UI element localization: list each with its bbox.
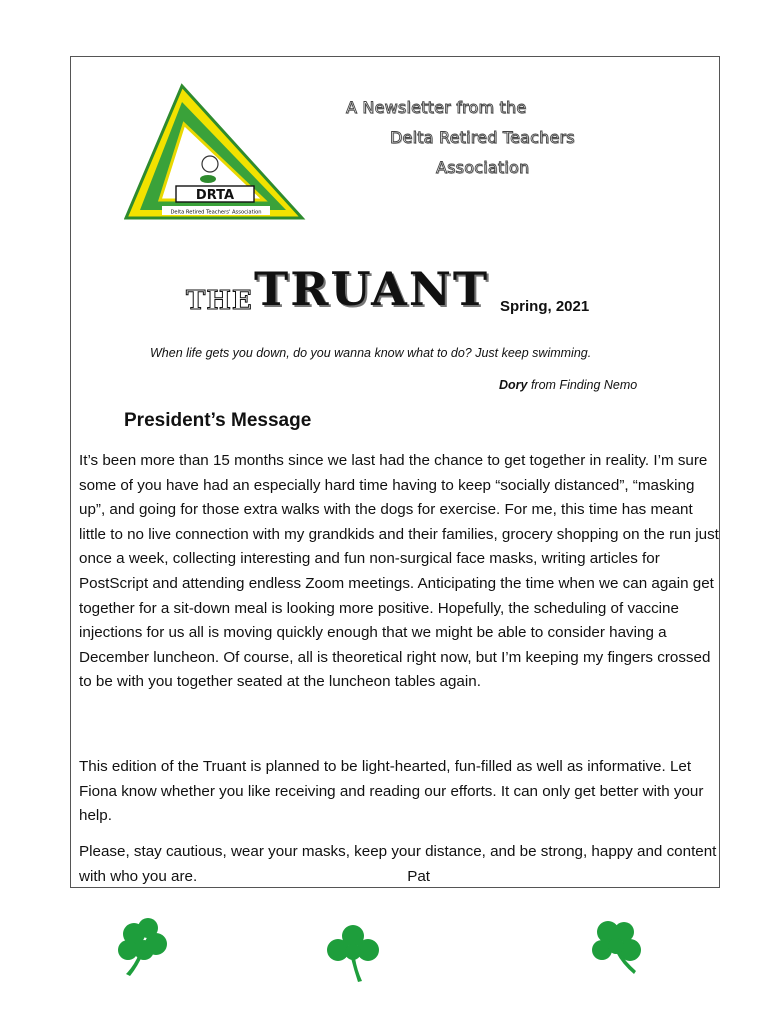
quote-text: When life gets you down, do you wanna know what to do? Just keep swimming. <box>150 346 592 360</box>
shamrock-icon <box>584 916 646 978</box>
logo-subtext: Delta Retired Teachers' Association <box>170 209 262 216</box>
drta-logo <box>124 82 306 224</box>
masthead-the: THE <box>186 286 253 316</box>
paragraph-2: This edition of the Truant is planned to be light-hearted, fun-filled as well as informative. Let Fiona know whether you like receiving and reading our efforts. It can only get better with your help. <box>79 758 704 825</box>
masthead-title: TRUANT <box>254 262 490 316</box>
logo-text: DRTA <box>195 188 235 203</box>
edition-date: Spring, 2021 <box>500 298 590 315</box>
header-line-2: Delta Retired Teachers <box>390 128 575 147</box>
paragraph-3-text: Please, stay cautious, wear your masks, keep your distance, and be strong, happy and content with who you are. <box>79 843 717 885</box>
quote-author: Dory <box>499 378 528 392</box>
header-line-3: Association <box>436 158 530 177</box>
shamrock-icon <box>112 916 174 978</box>
signature: Pat <box>407 867 430 885</box>
quote-source: from Finding Nemo <box>527 378 638 392</box>
paragraph-1: It’s been more than 15 months since we last had the chance to get together in reality. I’m sure some of you have had an especially hard time having to keep “socially distanced”, “masking up”, and going for those extra walks with the dogs for exercise. For me, this time has meant little to no live connection with my grandkids and their families, grocery shopping on the run just once a week, collecting interesting and fun non-surgical face masks, writing articles for PostScript and attending endless Zoom meetings. Anticipating the time when we can again get together for a sit-down meal is looking more positive. Hopefully, the scheduling of vaccine injections for us all is moving quickly enough that we might be able to consider having a December luncheon. Of course, all is theoretical right now, but I’m keeping my fingers crossed to be with you together seated at the luncheon tables again. <box>79 452 719 691</box>
header-line-1: A Newsletter from the <box>346 98 527 117</box>
section-heading: President’s Message <box>124 410 312 431</box>
shamrock-icon <box>322 922 384 984</box>
paragraph-3 <box>79 840 719 889</box>
quote-attribution <box>499 378 637 392</box>
